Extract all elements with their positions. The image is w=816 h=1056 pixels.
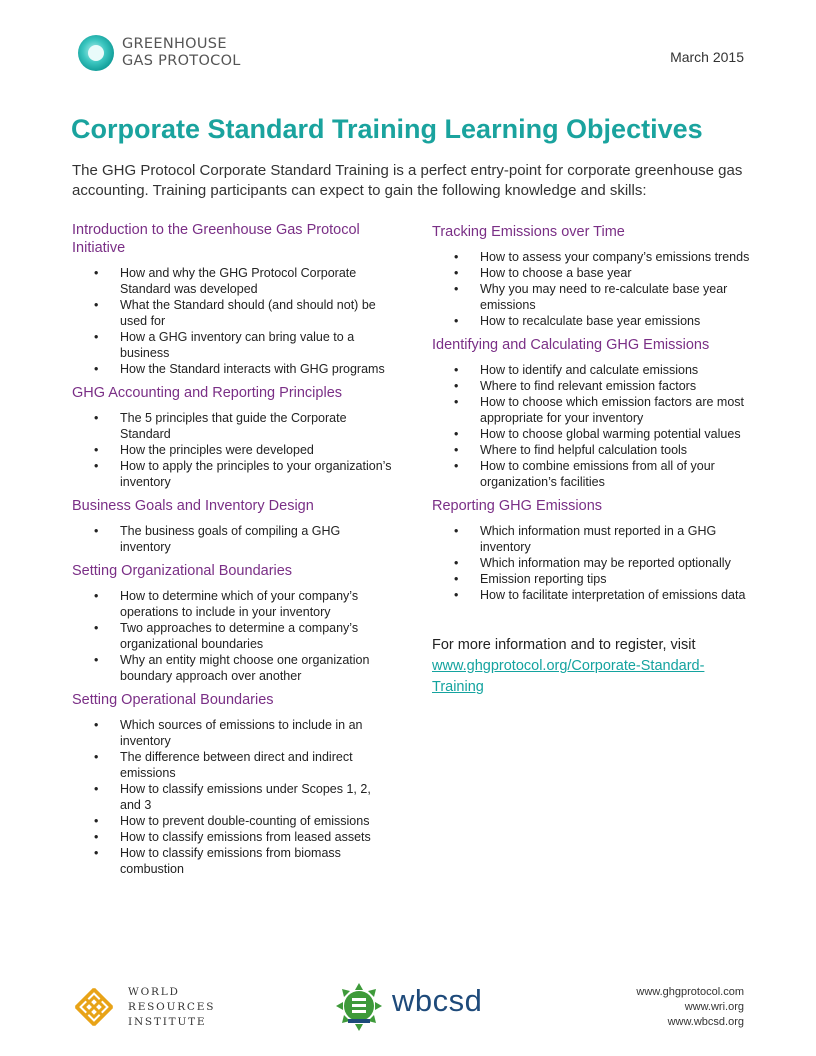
objective-list xyxy=(72,410,392,490)
wbcsd-wordmark: wbcsd xyxy=(392,983,483,1018)
list-item: • How to assess your company’s emissions trends xyxy=(432,249,752,265)
list-item: • How to choose which emission factors are most appropriate for your inventory xyxy=(432,394,752,426)
footer-link-ghgprotocol[interactable]: www.ghgprotocol.com xyxy=(636,986,744,998)
more-info-text: For more information and to register, visit xyxy=(432,637,696,653)
objective-list xyxy=(432,362,752,490)
list-item: • What the Standard should (and should not) be used for xyxy=(72,297,392,329)
list-item: • Which information may be reported optionally xyxy=(432,555,752,571)
list-item: • How the Standard interacts with GHG programs xyxy=(72,361,392,377)
section-title: Setting Operational Boundaries xyxy=(72,692,274,708)
wri-knot-icon xyxy=(72,985,116,1029)
section xyxy=(72,691,392,877)
list-item: • How and why the GHG Protocol Corporate Standard was developed xyxy=(72,265,392,297)
list-item: • Why you may need to re-calculate base year emissions xyxy=(432,281,752,313)
section xyxy=(432,497,752,603)
section-title: Tracking Emissions over Time xyxy=(432,224,625,240)
list-item: • How to apply the principles to your organization’s inventory xyxy=(72,458,392,490)
list-item: • The difference between direct and indirect emissions xyxy=(72,749,392,781)
list-item: • Two approaches to determine a company’s organizational boundaries xyxy=(72,620,392,652)
list-item: • Which sources of emissions to include in an inventory xyxy=(72,717,392,749)
footer-links xyxy=(636,985,744,1030)
list-item: • How to choose global warming potential values xyxy=(432,426,752,442)
list-item: • The business goals of compiling a GHG inventory xyxy=(72,523,392,555)
objective-list xyxy=(72,523,392,555)
objective-list xyxy=(432,249,752,329)
list-item: • Why an entity might choose one organization boundary approach over another xyxy=(72,652,392,684)
more-info xyxy=(432,635,752,698)
section xyxy=(432,336,752,490)
objective-list xyxy=(72,717,392,877)
list-item: • How the principles were developed xyxy=(72,442,392,458)
list-item: • Which information must reported in a GHG inventory xyxy=(432,523,752,555)
wbcsd-logo xyxy=(334,981,494,1033)
page-title: Corporate Standard Training Learning Objectives xyxy=(71,114,703,144)
list-item: • How to combine emissions from all of your organization’s facilities xyxy=(432,458,752,490)
ghg-protocol-logo xyxy=(78,35,258,75)
section-title: Business Goals and Inventory Design xyxy=(72,498,314,514)
list-item: • How to prevent double-counting of emissions xyxy=(72,813,392,829)
list-item: • How to identify and calculate emissions xyxy=(432,362,752,378)
list-item: • How to classify emissions from biomass combustion xyxy=(72,845,392,877)
footer-link-wri[interactable]: www.wri.org xyxy=(684,1001,744,1013)
wri-logo-text: WORLD RESOURCES INSTITUTE xyxy=(128,986,216,1028)
objective-list xyxy=(72,588,392,684)
intro-paragraph: The GHG Protocol Corporate Standard Training is a perfect entry-point for corporate greenhouse gas accounting. Training participants can expect to gain the following knowledge and skills: xyxy=(72,162,743,199)
list-item: • How to determine which of your company’s operations to include in your inventory xyxy=(72,588,392,620)
section xyxy=(432,223,752,329)
ghg-logo-icon xyxy=(78,35,114,71)
list-item: • How to classify emissions under Scopes 1, 2, and 3 xyxy=(72,781,392,813)
list-item: • How to recalculate base year emissions xyxy=(432,313,752,329)
section-title: Introduction to the Greenhouse Gas Protocol Initiative xyxy=(72,222,360,256)
section xyxy=(72,562,392,684)
left-column xyxy=(72,221,392,884)
section-title: Identifying and Calculating GHG Emissions xyxy=(432,337,710,353)
list-item: • How to classify emissions from leased assets xyxy=(72,829,392,845)
ghg-logo-text: GREENHOUSE GAS PROTOCOL xyxy=(122,36,241,69)
footer-link-wbcsd[interactable]: www.wbcsd.org xyxy=(667,1016,744,1028)
document-date: March 2015 xyxy=(670,49,744,65)
section xyxy=(72,497,392,555)
section-title: Reporting GHG Emissions xyxy=(432,498,603,514)
wri-logo xyxy=(72,983,232,1033)
section-title: GHG Accounting and Reporting Principles xyxy=(72,385,343,401)
objective-list xyxy=(432,523,752,603)
section-title: Setting Organizational Boundaries xyxy=(72,563,293,579)
list-item: • Where to find helpful calculation tools xyxy=(432,442,752,458)
right-column xyxy=(432,223,752,698)
list-item: • How a GHG inventory can bring value to a business xyxy=(72,329,392,361)
list-item: • The 5 principles that guide the Corporate Standard xyxy=(72,410,392,442)
section xyxy=(72,384,392,490)
list-item: • How to facilitate interpretation of emissions data xyxy=(432,587,752,603)
list-item: • Emission reporting tips xyxy=(432,571,752,587)
wbcsd-globe-icon xyxy=(334,981,384,1033)
list-item: • How to choose a base year xyxy=(432,265,752,281)
objective-list xyxy=(72,265,392,377)
section xyxy=(72,221,392,377)
registration-link[interactable]: www.ghgprotocol.org/Corporate-Standard-Training xyxy=(432,658,705,695)
list-item: • Where to find relevant emission factors xyxy=(432,378,752,394)
